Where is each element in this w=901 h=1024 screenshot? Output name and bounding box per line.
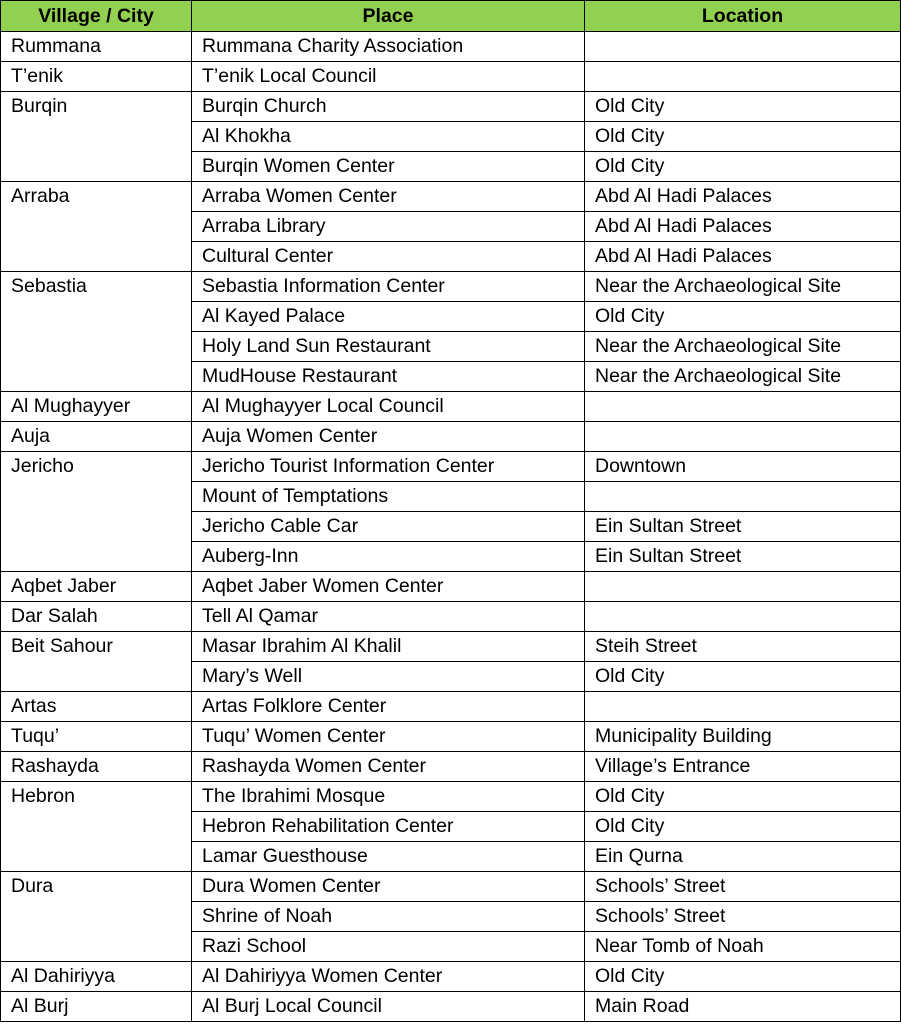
place-cell: Lamar Guesthouse [192, 842, 585, 872]
table-row [1, 392, 901, 422]
location-cell [585, 602, 901, 632]
location-cell [585, 392, 901, 422]
place-cell: Aqbet Jaber Women Center [192, 572, 585, 602]
place-cell: Jericho Tourist Information Center [192, 452, 585, 482]
location-cell: Abd Al Hadi Palaces [585, 212, 901, 242]
place-cell: Holy Land Sun Restaurant [192, 332, 585, 362]
table-row [1, 422, 901, 452]
place-cell: Artas Folklore Center [192, 692, 585, 722]
place-cell: Auberg-Inn [192, 542, 585, 572]
village-cell: Beit Sahour [1, 632, 192, 692]
table-row [1, 872, 901, 902]
location-cell: Near the Archaeological Site [585, 272, 901, 302]
table-row [1, 182, 901, 212]
place-cell: The Ibrahimi Mosque [192, 782, 585, 812]
place-cell: Mary’s Well [192, 662, 585, 692]
place-cell: Al Mughayyer Local Council [192, 392, 585, 422]
village-cell: Al Mughayyer [1, 392, 192, 422]
header-row [1, 1, 901, 32]
location-cell: Old City [585, 782, 901, 812]
place-cell: Rashayda Women Center [192, 752, 585, 782]
place-cell: Burqin Women Center [192, 152, 585, 182]
table-row [1, 782, 901, 812]
village-cell: Al Burj [1, 992, 192, 1022]
place-cell: Al Kayed Palace [192, 302, 585, 332]
place-cell: Sebastia Information Center [192, 272, 585, 302]
location-cell: Old City [585, 812, 901, 842]
table-row [1, 92, 901, 122]
location-cell: Old City [585, 92, 901, 122]
table-row [1, 632, 901, 662]
location-cell [585, 32, 901, 62]
village-cell: Aqbet Jaber [1, 572, 192, 602]
place-cell: Rummana Charity Association [192, 32, 585, 62]
place-cell: Al Dahiriyya Women Center [192, 962, 585, 992]
village-cell: Hebron [1, 782, 192, 872]
location-cell: Old City [585, 302, 901, 332]
location-cell [585, 482, 901, 512]
village-cell: Rummana [1, 32, 192, 62]
table-row [1, 692, 901, 722]
table-row [1, 272, 901, 302]
place-cell: Razi School [192, 932, 585, 962]
table-row [1, 722, 901, 752]
place-cell: Al Khokha [192, 122, 585, 152]
location-cell: Near the Archaeological Site [585, 332, 901, 362]
village-cell: Al Dahiriyya [1, 962, 192, 992]
place-cell: Masar Ibrahim Al Khalil [192, 632, 585, 662]
header-place: Place [192, 1, 585, 32]
village-cell: Jericho [1, 452, 192, 572]
village-cell: T’enik [1, 62, 192, 92]
place-cell: Burqin Church [192, 92, 585, 122]
location-cell: Near the Archaeological Site [585, 362, 901, 392]
location-cell: Steih Street [585, 632, 901, 662]
location-cell: Main Road [585, 992, 901, 1022]
place-cell: Arraba Women Center [192, 182, 585, 212]
place-cell: MudHouse Restaurant [192, 362, 585, 392]
location-cell: Schools’ Street [585, 902, 901, 932]
place-cell: Hebron Rehabilitation Center [192, 812, 585, 842]
place-cell: Shrine of Noah [192, 902, 585, 932]
location-cell [585, 572, 901, 602]
table-row [1, 992, 901, 1022]
table-body [1, 32, 901, 1022]
place-cell: Cultural Center [192, 242, 585, 272]
location-cell: Ein Sultan Street [585, 542, 901, 572]
village-cell: Rashayda [1, 752, 192, 782]
place-cell: Arraba Library [192, 212, 585, 242]
table-row [1, 62, 901, 92]
village-cell: Artas [1, 692, 192, 722]
header-location: Location [585, 1, 901, 32]
header-village-city: Village / City [1, 1, 192, 32]
table-row [1, 962, 901, 992]
location-cell: Abd Al Hadi Palaces [585, 182, 901, 212]
location-cell: Schools’ Street [585, 872, 901, 902]
location-cell: Downtown [585, 452, 901, 482]
location-cell: Near Tomb of Noah [585, 932, 901, 962]
table-row [1, 32, 901, 62]
place-cell: Tell Al Qamar [192, 602, 585, 632]
table-row [1, 752, 901, 782]
village-cell: Arraba [1, 182, 192, 272]
location-cell [585, 62, 901, 92]
location-cell: Old City [585, 662, 901, 692]
location-cell: Old City [585, 152, 901, 182]
location-cell: Old City [585, 962, 901, 992]
village-cell: Burqin [1, 92, 192, 182]
location-cell: Ein Qurna [585, 842, 901, 872]
place-cell: T’enik Local Council [192, 62, 585, 92]
village-cell: Sebastia [1, 272, 192, 392]
table-row [1, 602, 901, 632]
location-cell: Old City [585, 122, 901, 152]
place-cell: Jericho Cable Car [192, 512, 585, 542]
table-row [1, 452, 901, 482]
location-cell: Municipality Building [585, 722, 901, 752]
village-cell: Dura [1, 872, 192, 962]
location-cell: Abd Al Hadi Palaces [585, 242, 901, 272]
place-cell: Dura Women Center [192, 872, 585, 902]
location-cell [585, 692, 901, 722]
table-row [1, 572, 901, 602]
location-cell: Ein Sultan Street [585, 512, 901, 542]
location-cell: Village’s Entrance [585, 752, 901, 782]
place-cell: Al Burj Local Council [192, 992, 585, 1022]
place-cell: Auja Women Center [192, 422, 585, 452]
village-cell: Auja [1, 422, 192, 452]
place-cell: Tuqu’ Women Center [192, 722, 585, 752]
village-cell: Tuqu’ [1, 722, 192, 752]
place-cell: Mount of Temptations [192, 482, 585, 512]
village-cell: Dar Salah [1, 602, 192, 632]
location-cell [585, 422, 901, 452]
